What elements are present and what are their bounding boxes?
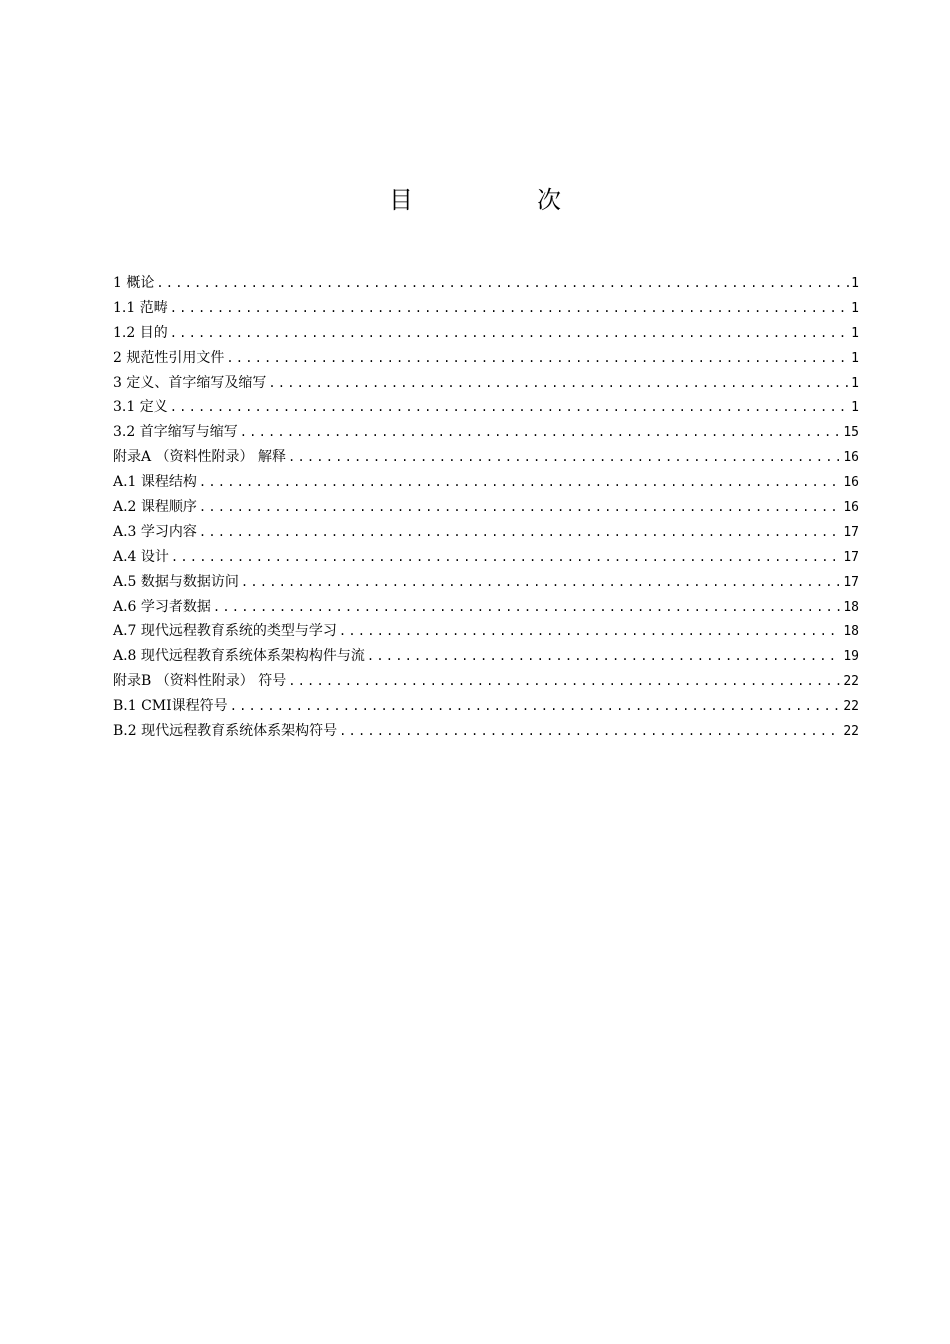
toc-entry-page: 22 (843, 674, 859, 690)
toc-entry[interactable] (113, 644, 859, 669)
toc-entry[interactable] (113, 346, 859, 371)
dot-leader (170, 321, 849, 346)
toc-entry[interactable] (113, 321, 859, 346)
dot-leader (339, 619, 841, 644)
toc-entry-label: A.8 现代远程教育系统体系架构构件与流 (113, 648, 365, 665)
toc-title: 目 次 (389, 186, 611, 214)
toc-entry[interactable] (113, 719, 859, 744)
toc-entry[interactable] (113, 445, 859, 470)
dot-leader (170, 395, 849, 420)
toc-entry-label: 3.2 首字缩写与缩写 (113, 424, 238, 441)
toc-entry-label: B.2 现代远程教育系统体系架构符号 (113, 723, 338, 740)
toc-entry-page: 1 (851, 300, 859, 316)
dot-leader (171, 545, 841, 570)
toc-entry[interactable] (113, 296, 859, 321)
toc-entry[interactable] (113, 545, 859, 570)
toc-entry-label: A.7 现代远程教育系统的类型与学习 (113, 623, 337, 640)
dot-leader (226, 346, 849, 371)
toc-entry[interactable] (113, 669, 859, 694)
toc-entry[interactable] (113, 570, 859, 595)
dot-leader (241, 570, 841, 595)
toc-entry[interactable] (113, 595, 859, 620)
toc-entry-label: A.5 数据与数据访问 (113, 573, 239, 590)
toc-entry[interactable] (113, 470, 859, 495)
toc-entry[interactable] (113, 420, 859, 445)
dot-leader (288, 669, 841, 694)
dot-leader (240, 420, 842, 445)
toc-entry-label: 3 定义、首字缩写及缩写 (113, 374, 267, 391)
toc-entry[interactable] (113, 520, 859, 545)
dot-leader (230, 694, 842, 719)
toc-entry-page: 16 (843, 500, 859, 516)
toc-entry-page: 15 (843, 425, 859, 441)
toc-entry-label: A.3 学习内容 (113, 523, 197, 540)
toc-entry-page: 1 (851, 400, 859, 416)
toc-entry-page: 1 (851, 325, 859, 341)
dot-leader (367, 644, 841, 669)
toc-entry-label: 附录A （资料性附录） 解释 (113, 449, 287, 466)
toc-entry-page: 1 (851, 276, 859, 291)
toc-entry[interactable] (113, 271, 859, 296)
dot-leader (213, 595, 841, 620)
toc-entry-label: 附录B （资料性附录） 符号 (113, 673, 287, 690)
toc-entry-label: 1.1 范畴 (113, 299, 168, 316)
toc-entry-page: 1 (851, 375, 859, 391)
toc-entry-label: 3.1 定义 (113, 399, 168, 416)
toc-entry-label: 1.2 目的 (113, 324, 168, 341)
toc-entry[interactable] (113, 619, 859, 644)
toc-entry-page: 18 (843, 624, 859, 640)
dot-leader (199, 495, 841, 520)
toc-entry[interactable] (113, 395, 859, 420)
toc-entry-label: A.6 学习者数据 (113, 598, 211, 615)
toc-entry[interactable] (113, 495, 859, 520)
toc-entry[interactable] (113, 371, 859, 396)
toc-entry-page: 16 (843, 450, 859, 466)
toc-entry-page: 18 (843, 599, 859, 615)
dot-leader (199, 470, 841, 495)
toc-entry-page: 1 (851, 350, 859, 366)
toc-entry-label: A.1 课程结构 (113, 474, 197, 491)
toc-entry-label: A.4 设计 (113, 548, 169, 565)
toc-entry-label: 1 概论 (113, 275, 155, 291)
dot-leader (339, 719, 841, 744)
dot-leader (288, 445, 841, 470)
toc-entry-page: 22 (843, 724, 859, 740)
toc-entry[interactable] (113, 694, 859, 719)
toc-entry-page: 22 (843, 699, 859, 715)
toc-entry-page: 17 (843, 574, 859, 590)
toc-entry-page: 19 (843, 649, 859, 665)
toc-entry-page: 17 (843, 549, 859, 565)
toc-entry-label: A.2 课程顺序 (113, 499, 197, 516)
dot-leader (170, 296, 849, 321)
toc-entry-label: B.1 CMI课程符号 (113, 698, 228, 715)
dot-leader (268, 371, 849, 396)
toc-entry-label: 2 规范性引用文件 (113, 349, 225, 366)
dot-leader (156, 271, 849, 296)
dot-leader (199, 520, 841, 545)
table-of-contents (113, 271, 859, 744)
toc-entry-page: 17 (843, 524, 859, 540)
toc-entry-page: 16 (843, 475, 859, 491)
